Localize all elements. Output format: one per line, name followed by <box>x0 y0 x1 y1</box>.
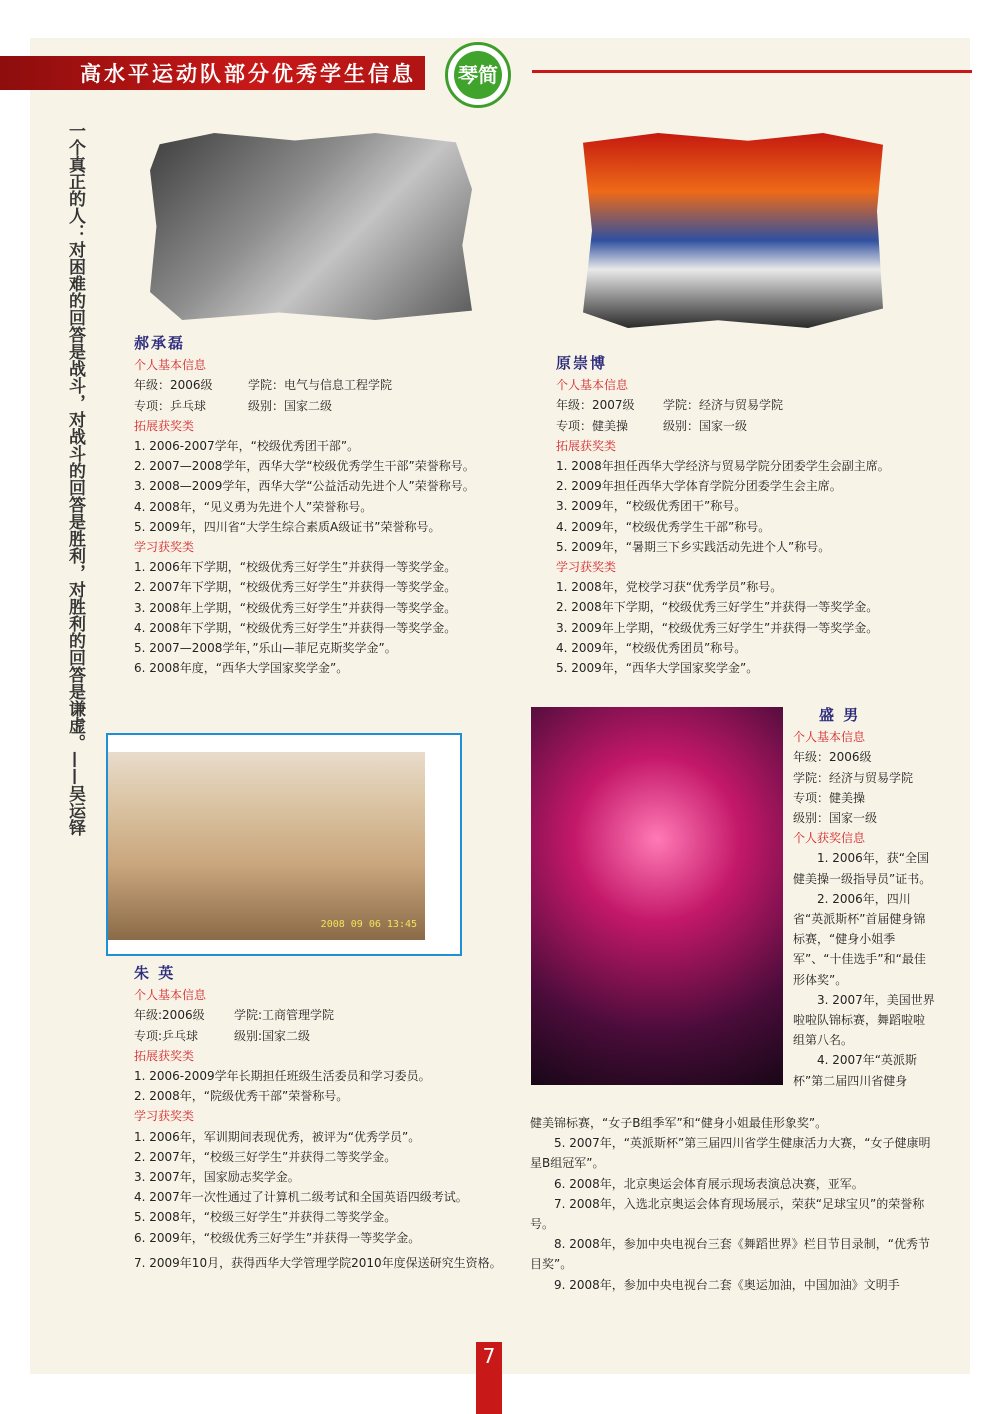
grade: 年级：2006级 <box>134 378 213 393</box>
list-item: 3. 2009年，“校级优秀团干”称号。 <box>556 499 747 514</box>
list-item: 7. 2008年，入选北京奥运会体育现场展示，荣获“足球宝贝”的荣誉称号。 <box>530 1196 925 1232</box>
profile-hao <box>134 333 514 678</box>
profile-yuan <box>556 353 956 678</box>
list-item: 4. 2007年“英派斯 <box>817 1053 918 1068</box>
list-item: 2. 2008年下学期，“校级优秀三好学生”并获得一等奖学金。 <box>556 600 879 615</box>
level: 级别:国家二级 <box>234 1028 311 1043</box>
major: 专项:乒乓球 <box>134 1028 199 1043</box>
student-name: 盛 男 <box>819 706 861 724</box>
list-item: 1. 2006-2009学年长期担任班级生活委员和学习委员。 <box>134 1069 431 1084</box>
list-item: 2. 2007年下学期，“校级优秀三好学生”并获得一等奖学金。 <box>134 580 457 595</box>
section-award: 个人获奖信息 <box>793 831 866 846</box>
photo-zhu-ying <box>108 752 425 940</box>
list-item: 7. 2009年10月，获得西华大学管理学院2010年度保送研究生资格。 <box>134 1256 502 1270</box>
list-item: 1. 2006-2007学年，“校级优秀团干部”。 <box>134 439 360 454</box>
level: 级别：国家二级 <box>248 398 333 413</box>
list-item-cont: 杯”第二届四川省健身 <box>793 1073 908 1088</box>
school-logo <box>445 42 511 108</box>
list-item: 3. 2007年，美国世界啦啦队锦标赛，舞蹈啦啦组第八名。 <box>793 992 935 1048</box>
list-item: 2. 2009年担任西华大学体育学院分团委学生会主席。 <box>556 479 842 494</box>
list-item: 4. 2009年，“校级优秀团员”称号。 <box>556 640 747 655</box>
list-item: 4. 2009年，“校级优秀学生干部”称号。 <box>556 519 771 534</box>
list-item: 1. 2008年，党校学习获“优秀学员”称号。 <box>556 580 783 595</box>
list-item: 4. 2008年，“见义勇为先进个人”荣誉称号。 <box>134 499 373 514</box>
major: 专项：健美操 <box>556 418 629 433</box>
student-name: 郝承磊 <box>134 334 186 352</box>
section-basic: 个人基本信息 <box>134 358 207 373</box>
list-item: 1. 2006年，获“全国健美操一级指导员”证书。 <box>793 851 932 886</box>
profile-sheng-awards <box>530 1113 940 1295</box>
section-ext: 拓展获奖类 <box>134 418 195 433</box>
list-item: 1. 2006年下学期，“校级优秀三好学生”并获得一等奖学金。 <box>134 560 457 575</box>
college: 学院：经济与贸易学院 <box>793 770 914 785</box>
list-item: 3. 2008年上学期，“校级优秀三好学生”并获得一等奖学金。 <box>134 600 457 615</box>
list-item: 4. 2007年一次性通过了计算机二级考试和全国英语四级考试。 <box>134 1190 468 1205</box>
section-basic: 个人基本信息 <box>793 730 866 745</box>
major: 专项：健美操 <box>793 790 866 805</box>
student-name: 朱 英 <box>134 964 176 982</box>
profile-sheng <box>793 705 935 1091</box>
photo-hao-chenglei <box>150 133 472 320</box>
major: 专项：乒乓球 <box>134 398 207 413</box>
list-item: 6. 2009年，“校级优秀三好学生”并获得一等奖学金。 <box>134 1230 421 1245</box>
side-quote: 一个真正的人：对困难的回答是战斗，对战斗的回答是胜利，对胜利的回答是谦虚。——吴运铎 <box>65 122 85 836</box>
page-title: 高水平运动队部分优秀学生信息 <box>80 62 416 86</box>
section-study: 学习获奖类 <box>134 540 195 555</box>
photo-yuan-chongbo <box>583 133 883 328</box>
grade: 年级：2007级 <box>556 398 635 413</box>
section-basic: 个人基本信息 <box>134 988 207 1003</box>
list-item: 5. 2009年，“暑期三下乡实践活动先进个人”称号。 <box>556 539 831 554</box>
list-item: 5. 2007年，“英派斯杯”第三届四川省学生健康活力大赛，“女子健康明星B组冠军”。 <box>530 1136 931 1171</box>
section-study: 学习获奖类 <box>556 560 617 575</box>
list-item: 9. 2008年，参加中央电视台二套《奥运加油，中国加油》文明手 <box>554 1277 900 1292</box>
logo-text: 琴简 <box>454 51 502 99</box>
college: 学院:工商管理学院 <box>234 1008 335 1023</box>
list-item: 2. 2006年，四川省“英派斯杯”首届健身锦标赛，“健身小姐季军”、“十佳选手”和“最佳形体奖”。 <box>793 891 926 987</box>
header-rule <box>532 70 972 73</box>
student-name: 原崇博 <box>556 354 608 372</box>
list-item: 5. 2007—2008学年，”乐山—菲尼克斯奖学金”。 <box>134 641 397 656</box>
level: 级别：国家一级 <box>663 418 748 433</box>
photo-sheng-nan <box>531 707 783 1085</box>
section-ext: 拓展获奖类 <box>556 438 617 453</box>
section-ext: 拓展获奖类 <box>134 1048 195 1063</box>
photo-date-stamp: 2008 09 06 13:45 <box>320 919 417 930</box>
college: 学院：经济与贸易学院 <box>663 398 784 413</box>
list-item: 3. 2009年上学期，“校级优秀三好学生”并获得一等奖学金。 <box>556 620 879 635</box>
college: 学院：电气与信息工程学院 <box>248 378 393 393</box>
list-item: 2. 2007—2008学年，西华大学“校级优秀学生干部”荣誉称号。 <box>134 459 475 474</box>
grade: 年级:2006级 <box>134 1008 205 1023</box>
list-item: 5. 2009年，“西华大学国家奖学金”。 <box>556 661 759 676</box>
list-item-cont: 健美锦标赛，“女子B组季军”和“健身小姐最佳形象奖”。 <box>530 1116 828 1130</box>
list-item: 8. 2008年，参加中央电视台三套《舞蹈世界》栏目节目录制，“优秀节目奖”。 <box>530 1237 931 1272</box>
list-item: 2. 2007年，“校级三好学生”并获得二等奖学金。 <box>134 1149 397 1164</box>
page-number: 7 <box>482 1344 496 1368</box>
list-item: 6. 2008年度，“西华大学国家奖学金”。 <box>134 661 349 676</box>
list-item: 6. 2008年，北京奥运会体育展示现场表演总决赛，亚军。 <box>554 1176 864 1191</box>
list-item: 1. 2008年担任西华大学经济与贸易学院分团委学生会副主席。 <box>556 459 890 474</box>
section-study: 学习获奖类 <box>134 1109 195 1124</box>
profile-zhu <box>134 963 506 1248</box>
list-item: 3. 2007年，国家励志奖学金。 <box>134 1170 300 1185</box>
list-item: 4. 2008年下学期，“校级优秀三好学生”并获得一等奖学金。 <box>134 620 457 635</box>
grade: 年级：2006级 <box>793 750 872 765</box>
section-basic: 个人基本信息 <box>556 378 629 393</box>
list-item: 5. 2009年，四川省“大学生综合素质A级证书”荣誉称号。 <box>134 519 441 534</box>
list-item: 1. 2006年，军训期间表现优秀，被评为“优秀学员”。 <box>134 1129 421 1144</box>
level: 级别：国家一级 <box>793 811 878 826</box>
list-item: 5. 2008年，“校级三好学生”并获得二等奖学金。 <box>134 1210 397 1225</box>
list-item: 2. 2008年，“院级优秀干部”荣誉称号。 <box>134 1089 349 1104</box>
list-item: 3. 2008—2009学年，西华大学“公益活动先进个人”荣誉称号。 <box>134 479 475 494</box>
